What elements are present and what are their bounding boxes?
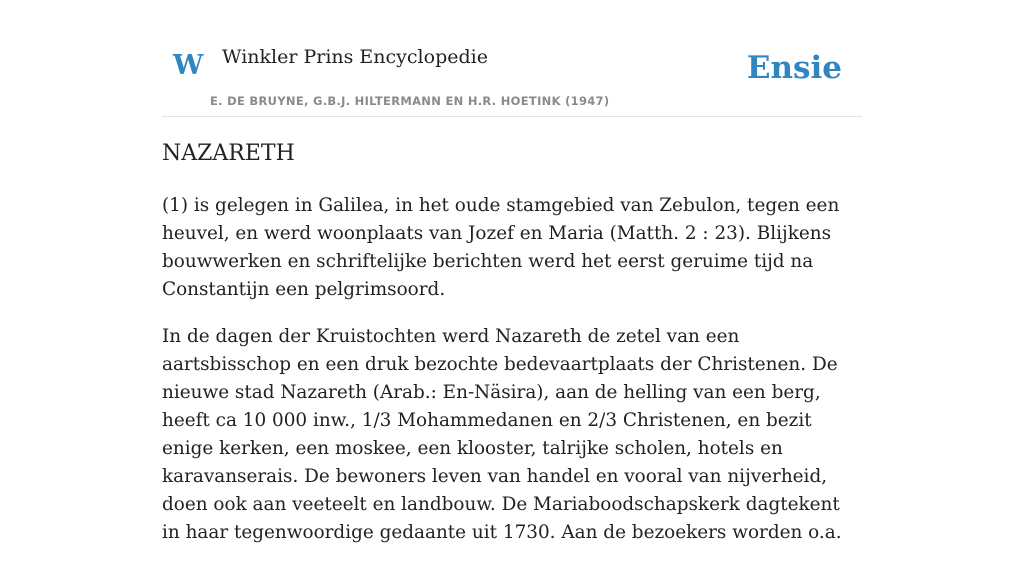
- paragraph: (1) is gelegen in Galilea, in het oude stamgebied van Zebulon, tegen een heuvel, en werd woonplaats van Jozef en Maria (Matth. 2 : 23). Blijkens bouwwerken en schriftelijke berichten werd het eerst geruime tijd na Constantijn een pelgrimsoord.: [162, 195, 840, 300]
- book-authors: E. DE BRUYNE, G.B.J. HILTERMANN EN H.R. HOETINK (1947): [210, 94, 610, 108]
- site-header: [162, 0, 862, 117]
- ensie-logo-link[interactable]: Ensie: [746, 50, 842, 86]
- page: [162, 0, 862, 543]
- book-title[interactable]: Winkler Prins Encyclopedie: [222, 46, 488, 68]
- winkler-prins-logo-icon[interactable]: W: [173, 50, 204, 81]
- entry-title: NAZARETH: [162, 141, 295, 166]
- paragraph: In de dagen der Kruistochten werd Nazareth de zetel van een aartsbisschop en een druk bezochte bedevaartplaats der Christenen. De nieuwe stad Nazareth (Arab.: En-Näsira), aan de helling van een berg, heeft ca 10 000 inw., 1/3 Mohammedanen en 2/3 Christenen, en bezit enige kerken, een moskee, een klooster, talrijke scholen, hotels en karavanserais. De bewoners leven van handel en vooral van nijverheid, doen ook aan veeteelt en landbouw. De Mariaboodschapskerk dagtekent in haar tegenwoordige gedaante uit 1730. Aan de bezoekers worden o.a.: [162, 326, 842, 543]
- entry-body: [162, 192, 862, 566]
